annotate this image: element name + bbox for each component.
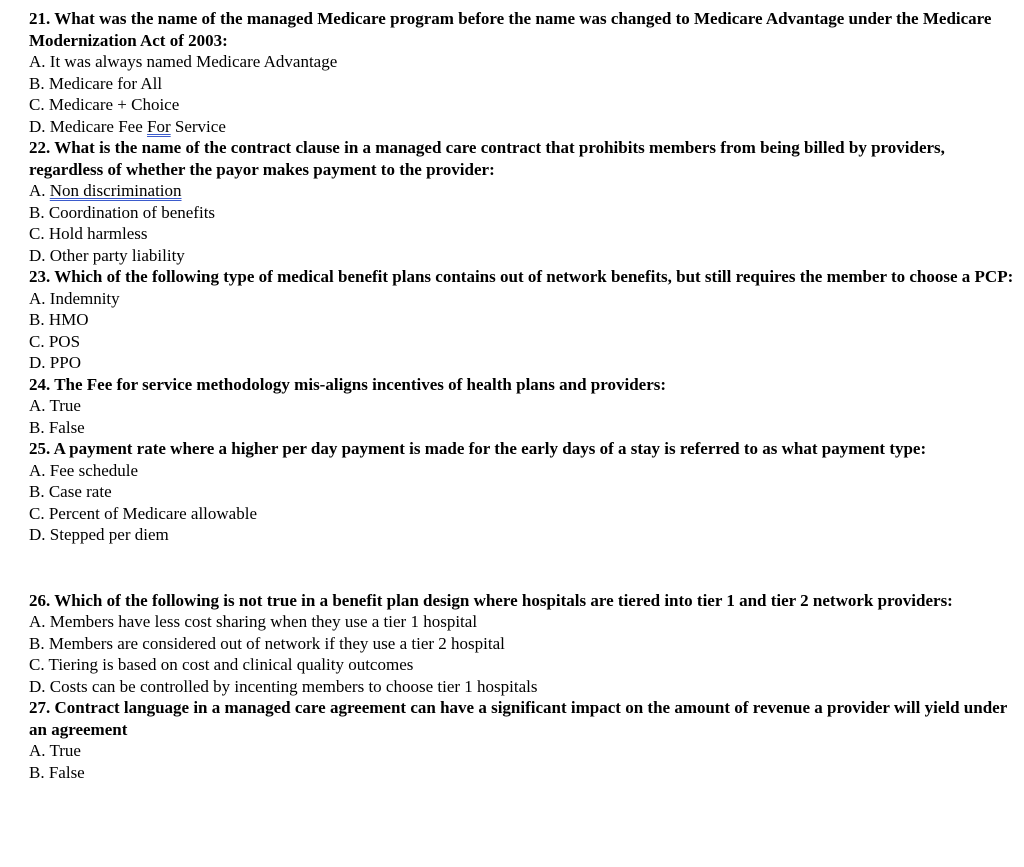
option-b[interactable] <box>29 309 1014 331</box>
option-letter: B. <box>29 310 45 329</box>
option-text: It was always named Medicare Advantage <box>49 52 338 71</box>
option-text: False <box>48 762 85 782</box>
option-b[interactable] <box>29 417 1014 439</box>
option-b[interactable] <box>29 73 1014 95</box>
option-d[interactable] <box>29 676 1014 698</box>
question-text <box>29 374 1014 396</box>
option-a[interactable] <box>29 288 1014 310</box>
option-text: Fee schedule <box>49 460 139 480</box>
question-number: 22. <box>29 138 51 157</box>
option-a[interactable] <box>29 740 1014 762</box>
question-22 <box>29 137 1014 266</box>
option-letter: D. <box>29 116 46 136</box>
option-c[interactable] <box>29 503 1014 525</box>
option-a[interactable] <box>29 51 1014 73</box>
question-21 <box>29 8 1014 137</box>
option-letter: C. <box>29 224 45 243</box>
option-letter: B. <box>29 633 45 653</box>
option-b[interactable] <box>29 202 1014 224</box>
option-text-pre: Medicare Fee <box>49 116 148 136</box>
option-text: Costs can be controlled by incenting members to choose tier 1 hospitals <box>49 676 538 696</box>
option-text: Percent of Medicare allowable <box>48 503 257 523</box>
option-a[interactable] <box>29 180 1014 202</box>
question-text <box>29 266 1014 288</box>
option-letter: A. <box>29 741 46 760</box>
option-letter: D. <box>29 353 46 372</box>
question-prompt: The Fee for service methodology mis-aligns incentives of health plans and providers: <box>54 374 667 394</box>
question-text <box>29 8 1014 51</box>
question-text <box>29 438 1014 460</box>
option-letter: C. <box>29 331 45 351</box>
option-d[interactable] <box>29 352 1014 374</box>
option-text: Other party liability <box>49 245 185 265</box>
option-a[interactable] <box>29 611 1014 633</box>
question-26 <box>29 590 1014 698</box>
option-text: Medicare + Choice <box>48 95 180 114</box>
option-b[interactable] <box>29 481 1014 503</box>
option-d[interactable] <box>29 524 1014 546</box>
option-letter: B. <box>29 417 45 437</box>
option-letter: B. <box>29 73 45 93</box>
option-text: POS <box>48 331 81 351</box>
option-letter: B. <box>29 482 45 501</box>
blank-spacer <box>29 546 1014 590</box>
question-prompt: Which of the following is not true in a benefit plan design where hospitals are tiered into tier 1 and tier 2 network providers: <box>54 590 953 610</box>
question-prompt: What was the name of the managed Medicare program before the name was changed to Medicare Advantage under the Medicare Modernization Act of 2003: <box>29 9 992 50</box>
option-text: Medicare for All <box>48 73 163 93</box>
question-24 <box>29 374 1014 439</box>
question-prompt: What is the name of the contract clause in a managed care contract that prohibits members from being billed by providers, regardless of whether the payor makes payment to the provider: <box>29 138 945 179</box>
option-text: HMO <box>48 310 89 329</box>
question-27 <box>29 697 1014 783</box>
option-text: Tiering is based on cost and clinical quality outcomes <box>48 655 414 674</box>
option-b[interactable] <box>29 762 1014 784</box>
question-document <box>29 8 1014 783</box>
question-number: 23. <box>29 267 51 286</box>
question-text <box>29 137 1014 180</box>
option-letter: A. <box>29 612 46 631</box>
option-letter: B. <box>29 202 45 222</box>
option-d[interactable] <box>29 116 1014 138</box>
option-a[interactable] <box>29 460 1014 482</box>
option-letter: C. <box>29 655 45 674</box>
option-c[interactable] <box>29 94 1014 116</box>
option-text: Hold harmless <box>48 224 148 243</box>
option-text: PPO <box>49 353 81 372</box>
option-c[interactable] <box>29 331 1014 353</box>
question-text <box>29 697 1014 740</box>
option-text: True <box>49 741 81 760</box>
option-c[interactable] <box>29 654 1014 676</box>
option-letter: C. <box>29 503 45 523</box>
question-number: 27. <box>29 698 51 717</box>
option-letter: A. <box>29 288 46 308</box>
option-letter: A. <box>29 52 46 71</box>
option-letter: D. <box>29 245 46 265</box>
question-number: 25. <box>29 439 51 458</box>
option-text: Stepped per diem <box>49 525 169 544</box>
option-text: True <box>49 396 81 415</box>
option-b[interactable] <box>29 633 1014 655</box>
option-letter: A. <box>29 396 46 415</box>
option-letter: C. <box>29 95 45 114</box>
option-letter: B. <box>29 762 45 782</box>
option-text-post: Service <box>170 116 226 136</box>
option-letter: A. <box>29 181 46 200</box>
question-number: 26. <box>29 590 51 610</box>
option-text: Members have less cost sharing when they use a tier 1 hospital <box>49 612 478 631</box>
option-letter: A. <box>29 460 46 480</box>
option-letter: D. <box>29 676 46 696</box>
question-prompt: A payment rate where a higher per day payment is made for the early days of a stay is referred to as what payment type: <box>53 439 927 458</box>
option-d[interactable] <box>29 245 1014 267</box>
question-text <box>29 590 1014 612</box>
question-prompt: Contract language in a managed care agreement can have a significant impact on the amount of revenue a provider will yield under an agreement <box>29 698 1007 739</box>
question-25 <box>29 438 1014 546</box>
option-c[interactable] <box>29 223 1014 245</box>
question-number: 21. <box>29 9 51 28</box>
question-prompt: Which of the following type of medical benefit plans contains out of network benefits, but still requires the member to choose a PCP: <box>54 267 1014 286</box>
option-text: Coordination of benefits <box>48 202 216 222</box>
question-number: 24. <box>29 374 51 394</box>
option-a[interactable] <box>29 395 1014 417</box>
option-text: Case rate <box>48 482 112 501</box>
grammar-flagged-word: For <box>147 116 171 136</box>
grammar-flagged-phrase: Non discrimination <box>49 181 182 200</box>
option-text: Indemnity <box>49 288 120 308</box>
option-text: False <box>48 417 85 437</box>
question-23 <box>29 266 1014 374</box>
option-text: Members are considered out of network if they use a tier 2 hospital <box>48 633 505 653</box>
option-letter: D. <box>29 525 46 544</box>
